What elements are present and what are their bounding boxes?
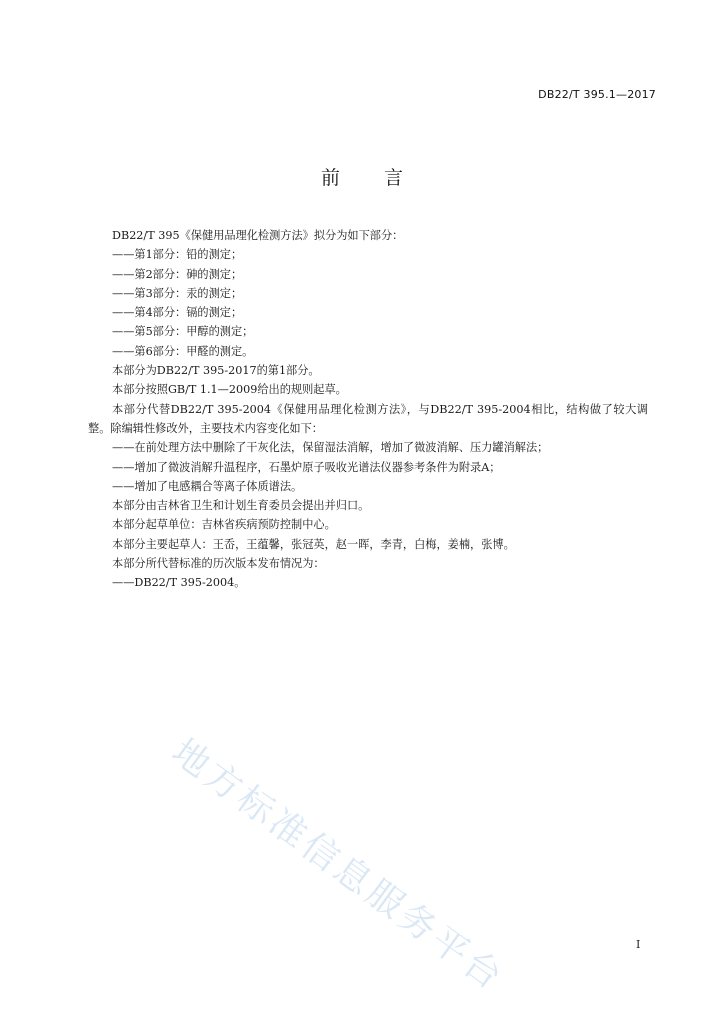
paragraph-proposer: 本部分由吉林省卫生和计划生育委员会提出并归口。 — [112, 499, 370, 513]
list-item-part-6: ——第6部分：甲醛的测定。 — [112, 344, 254, 358]
page-title — [0, 163, 724, 190]
paragraph-part-statement: 本部分为DB22/T 395-2017的第1部分。 — [112, 364, 320, 378]
foreword-body — [88, 226, 648, 593]
list-item-part-5: ——第5部分：甲醇的测定； — [112, 325, 254, 339]
paragraph-drafting-rules: 本部分按照GB/T 1.1—2009给出的规则起草。 — [112, 383, 347, 397]
list-item-part-1: ——第1部分：铅的测定； — [112, 248, 243, 262]
watermark: 地方标准信息服务平台 — [164, 731, 512, 1000]
paragraph-replacement: 本部分代替DB22/T 395-2004《保健用品理化检测方法》，与DB22/T 395-2004相比，结构做了较大调整。除编辑性修改外，主要技术内容变化如下： — [88, 402, 648, 435]
list-item-change-2: ——增加了微波消解升温程序，石墨炉原子吸收光谱法仪器参考条件为附录A； — [112, 460, 501, 474]
list-item-part-4: ——第4部分：镉的测定； — [112, 306, 243, 320]
document-code: DB22/T 395.1—2017 — [538, 88, 656, 101]
list-item-change-3: ——增加了电感耦合等离子体质谱法。 — [112, 479, 303, 493]
paragraph-drafting-unit: 本部分起草单位：吉林省疾病预防控制中心。 — [112, 518, 336, 532]
title-char-2: 言 — [384, 167, 404, 189]
list-item-part-2: ——第2部分：砷的测定； — [112, 267, 243, 281]
list-item-part-3: ——第3部分：汞的测定； — [112, 286, 243, 300]
paragraph-drafters: 本部分主要起草人：王岙，王蕴馨，张冠英，赵一晖，李青，白梅，姜楠，张博。 — [112, 537, 515, 551]
list-item-history-version: ——DB22/T 395-2004。 — [112, 576, 246, 590]
page-number: I — [636, 938, 641, 951]
list-item-change-1: ——在前处理方法中删除了干灰化法，保留湿法消解，增加了微波消解、压力罐消解法； — [112, 441, 549, 455]
paragraph-intro: DB22/T 395《保健用品理化检测方法》拟分为如下部分： — [112, 229, 404, 242]
title-char-1: 前 — [320, 167, 340, 189]
paragraph-history: 本部分所代替标准的历次版本发布情况为： — [112, 557, 325, 571]
